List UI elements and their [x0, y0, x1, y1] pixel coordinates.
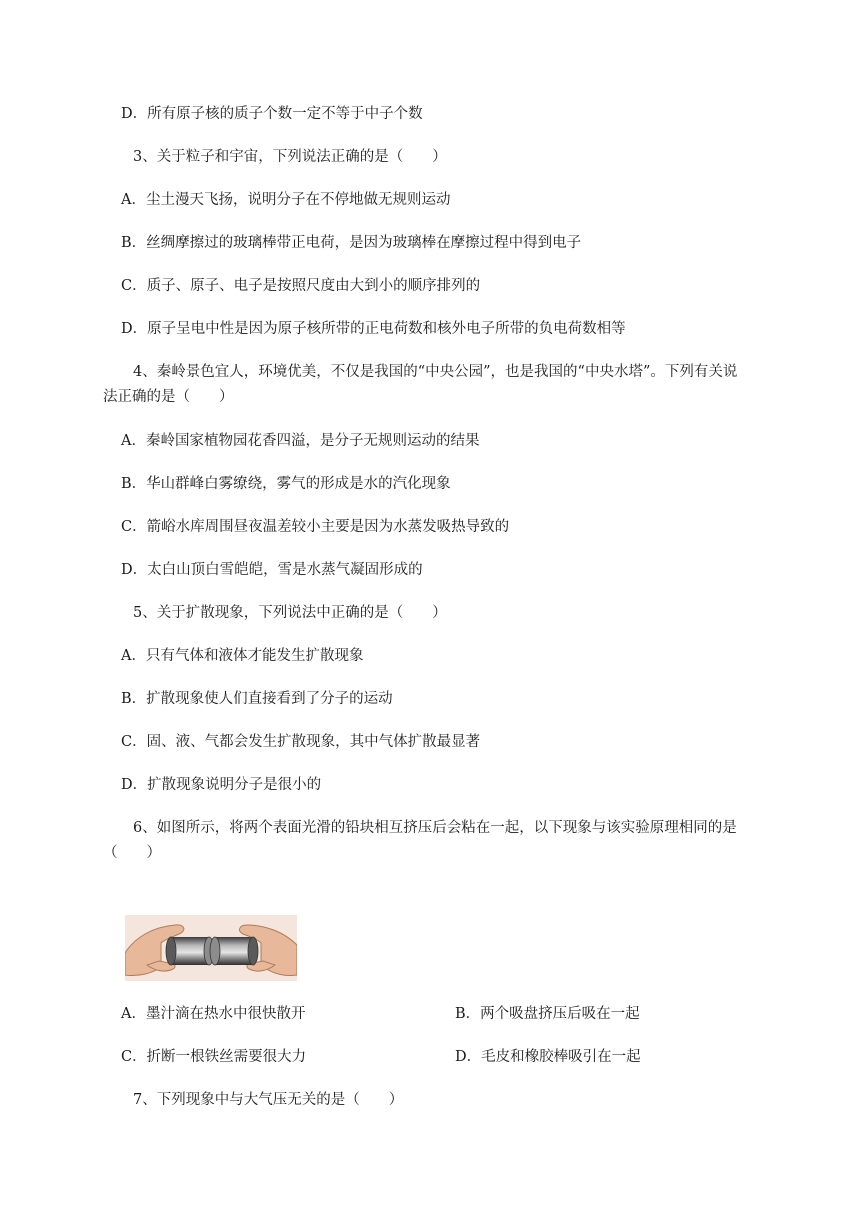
q6-stem-line1: 6、如图所示，将两个表面光滑的铅块相互挤压后会粘在一起，以下现象与该实验原理相同的是	[133, 820, 737, 836]
right-lead-block	[215, 937, 253, 965]
left-lead-block-end	[166, 937, 176, 965]
q4-option-d: D．太白山顶白雪皑皑，雪是水蒸气凝固形成的	[121, 562, 423, 578]
q5-option-d: D．扩散现象说明分子是很小的	[121, 777, 322, 793]
q6-option-d: D．毛皮和橡胶棒吸引在一起	[455, 1049, 641, 1065]
q2-option-d: D．所有原子核的质子个数一定不等于中子个数	[121, 106, 423, 122]
left-lead-block	[171, 937, 209, 965]
q3-option-b: B．丝绸摩擦过的玻璃棒带正电荷，是因为玻璃棒在摩擦过程中得到电子	[121, 235, 582, 251]
q3-stem: 3、关于粒子和宇宙，下列说法正确的是（ ）	[133, 149, 447, 165]
q5-option-a: A．只有气体和液体才能发生扩散现象	[121, 648, 364, 664]
q3-option-d: D．原子呈电中性是因为原子核所带的正电荷数和核外电子所带的负电荷数相等	[121, 321, 626, 337]
q4-option-b: B．华山群峰白雾缭绕，雾气的形成是水的汽化现象	[121, 476, 451, 492]
lead-blocks-illustration	[125, 915, 297, 981]
q5-option-c: C．固、液、气都会发生扩散现象，其中气体扩散最显著	[121, 734, 481, 750]
q6-option-b: B．两个吸盘挤压后吸在一起	[455, 1006, 640, 1022]
q6-option-a: A．墨汁滴在热水中很快散开	[121, 1006, 306, 1022]
lead-blocks-figure	[125, 915, 297, 981]
q4-stem-line1: 4、秦岭景色宜人，环境优美，不仅是我国的“中央公园”，也是我国的“中央水塔”。下列有关说	[133, 364, 738, 380]
right-lead-block-end	[248, 937, 258, 965]
q6-option-c: C．折断一根铁丝需要很大力	[121, 1049, 307, 1065]
q7-stem: 7、下列现象中与大气压无关的是（ ）	[133, 1092, 404, 1108]
q4-stem-line2: 法正确的是（ ）	[103, 389, 234, 405]
q5-option-b: B．扩散现象使人们直接看到了分子的运动	[121, 691, 393, 707]
q3-option-c: C．质子、原子、电子是按照尺度由大到小的顺序排列的	[121, 278, 481, 294]
right-lead-block-face	[210, 937, 220, 965]
q4-option-c: C．箭峪水库周围昼夜温差较小主要是因为水蒸发吸热导致的	[121, 519, 510, 535]
q3-option-a: A．尘土漫天飞扬，说明分子在不停地做无规则运动	[121, 192, 451, 208]
q6-stem-line2: （ ）	[103, 845, 161, 861]
q5-stem: 5、关于扩散现象，下列说法中正确的是（ ）	[133, 605, 447, 621]
q4-option-a: A．秦岭国家植物园花香四溢，是分子无规则运动的结果	[121, 433, 480, 449]
